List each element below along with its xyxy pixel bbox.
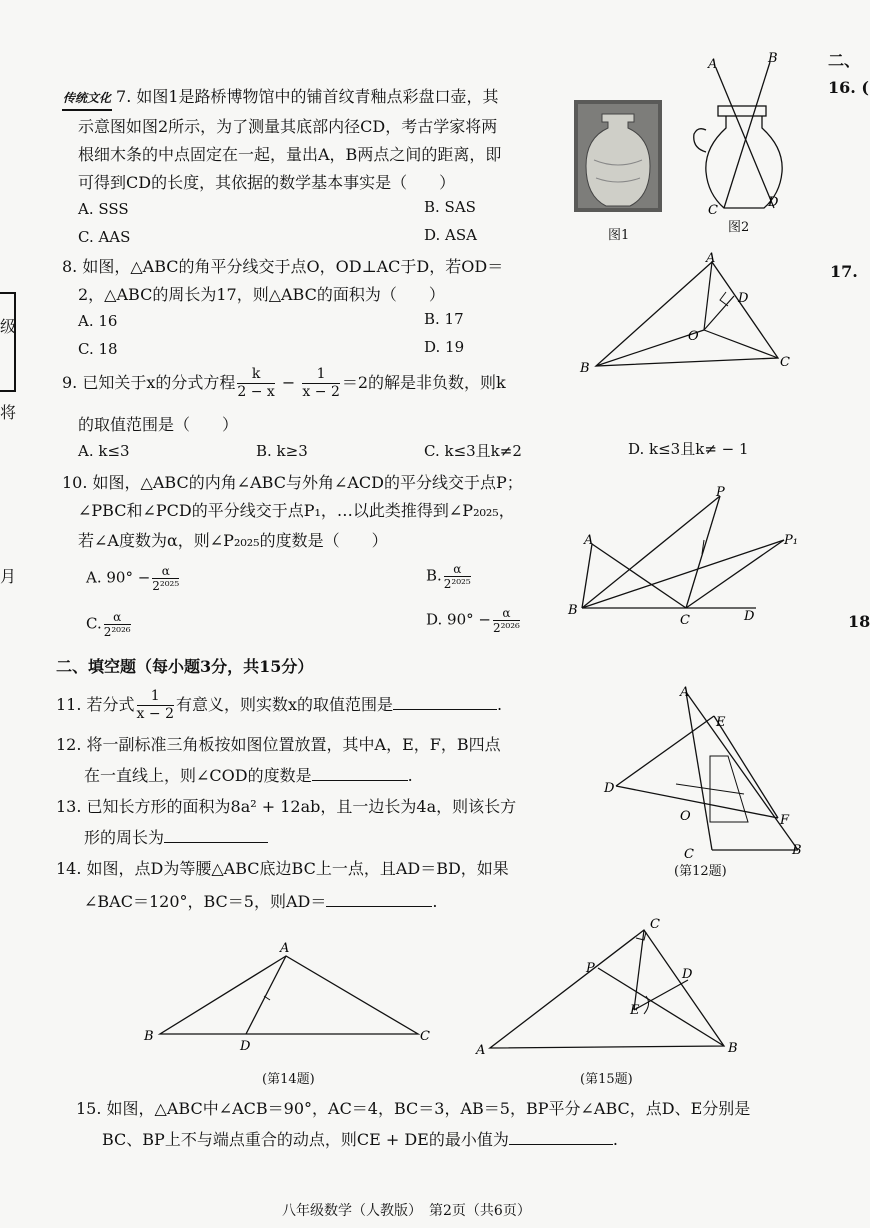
q7-line1: 传统文化 7. 如图1是路桥博物馆中的铺首纹青釉点彩盘口壶，其 bbox=[62, 86, 499, 111]
q7-option-a: A. SSS bbox=[78, 200, 129, 218]
q10-option-c: C. $\frac{\alpha}{\text{2²⁰²⁶}}$ bbox=[86, 610, 131, 639]
figure-2-vase-diagram bbox=[690, 48, 800, 238]
figure-1-caption: 图1 bbox=[608, 228, 630, 243]
q8-label-o: O bbox=[688, 329, 699, 344]
page-footer: 八年级数学（人教版） 第2页（共6页） bbox=[282, 1203, 531, 1219]
edge-question-18: 18 bbox=[848, 612, 870, 631]
q10-label-b: B bbox=[568, 603, 578, 618]
q8-option-c: C. 18 bbox=[78, 340, 118, 358]
q10-label-d: D bbox=[744, 609, 755, 624]
q8-label-a: A bbox=[706, 251, 716, 266]
q7-option-b: B. SAS bbox=[424, 198, 476, 216]
traditional-culture-badge: 传统文化 bbox=[62, 87, 112, 111]
q10-label-p: P bbox=[716, 485, 725, 500]
q15-line2: BC、BP上不与端点重合的动点，则CE + DE的最小值为 . bbox=[102, 1130, 618, 1149]
q12-line2: 在一直线上，则∠COD的度数是 . bbox=[84, 766, 413, 785]
q12-label-e: E bbox=[716, 715, 726, 730]
q15-label-e: E bbox=[630, 1003, 640, 1018]
q11-fraction: $\frac{1}{x - 2}$ bbox=[136, 688, 174, 722]
q12-label-c: C bbox=[684, 847, 694, 862]
q14-line1: 14. 如图，点D为等腰△ABC底边BC上一点，且AD＝BD，如果 bbox=[56, 859, 509, 878]
edge-question-16: 16. ( bbox=[828, 78, 869, 97]
q8-label-d: D bbox=[738, 291, 749, 306]
q7-line3: 根细木条的中点固定在一起，量出A，B两点之间的距离，即 bbox=[78, 145, 502, 164]
q7-option-c: C. AAS bbox=[78, 228, 131, 246]
q8-option-b: B. 17 bbox=[424, 310, 464, 328]
q9-fraction-2: $\frac{1}{x - 2}$ bbox=[302, 366, 340, 400]
figure-1-vase-photo bbox=[574, 100, 662, 212]
q15-line1: 15. 如图，△ABC中∠ACB＝90°，AC＝4，BC＝3，AB＝5，BP平分∠ABC，点D、E分别是 bbox=[76, 1099, 751, 1118]
q12-label-o: O bbox=[680, 809, 691, 824]
q10-line2: ∠PBC和∠PCD的平分线交于点P₁，…以此类推得到∠P₂₀₂₅， bbox=[78, 501, 515, 520]
q15-answer-blank[interactable] bbox=[509, 1128, 613, 1145]
q10-label-a: A bbox=[584, 533, 594, 548]
q8-option-a: A. 16 bbox=[78, 312, 118, 330]
q12-label-b: B bbox=[792, 843, 802, 858]
edge-section-label: 二、 bbox=[828, 51, 861, 70]
q15-label-b: B bbox=[728, 1041, 738, 1056]
q9-option-d: D. k≤3且k≠ − 1 bbox=[628, 440, 749, 458]
q8-triangle-diagram bbox=[574, 248, 798, 378]
q10-option-d: D. 90° − $\frac{\alpha}{\text{2²⁰²⁶}}$ bbox=[426, 606, 520, 635]
q7-line2: 示意图如图2所示，为了测量其底部内径CD，考古学家将两 bbox=[78, 117, 498, 136]
q9-option-a: A. k≤3 bbox=[78, 442, 130, 460]
left-edge-ji: 级 bbox=[0, 317, 17, 336]
fig2-label-b: B bbox=[768, 51, 778, 66]
q12-triangle-rulers-diagram bbox=[600, 682, 810, 860]
q10-line3: 若∠A度数为α，则∠P₂₀₂₅的度数是（ ） bbox=[78, 531, 388, 550]
q14-caption: (第14题) bbox=[262, 1072, 315, 1087]
fig2-label-c: C bbox=[708, 203, 718, 218]
q10-label-p1: P₁ bbox=[784, 533, 798, 548]
q14-line2: ∠BAC＝120°，BC＝5，则AD＝ . bbox=[84, 892, 438, 911]
q15-label-p: P bbox=[586, 961, 595, 976]
q12-caption: (第12题) bbox=[674, 864, 727, 879]
q10-line1: 10. 如图，△ABC的内角∠ABC与外角∠ACD的平分线交于点P； bbox=[62, 473, 523, 492]
q14-label-c: C bbox=[420, 1029, 430, 1044]
section-2-title: 二、填空题（每小题3分，共15分） bbox=[56, 657, 314, 676]
q12-line1: 12. 将一副标准三角板按如图位置放置，其中A，E，F，B四点 bbox=[56, 735, 501, 754]
q14-label-b: B bbox=[144, 1029, 154, 1044]
q8-label-c: C bbox=[780, 355, 790, 370]
q10-angle-bisector-diagram bbox=[566, 482, 806, 628]
q12-answer-blank[interactable] bbox=[312, 764, 408, 781]
q9-line2: 的取值范围是（ ） bbox=[78, 415, 239, 434]
q15-caption: (第15题) bbox=[580, 1072, 633, 1087]
q14-label-a: A bbox=[280, 941, 290, 956]
q7-option-d: D. ASA bbox=[424, 226, 477, 244]
q15-label-c: C bbox=[650, 917, 660, 932]
q15-label-d: D bbox=[682, 967, 693, 982]
fig2-label-a: A bbox=[708, 57, 718, 72]
q11-answer-blank[interactable] bbox=[393, 693, 497, 710]
q13-line1: 13. 已知长方形的面积为8a² + 12ab，且一边长为4a，则该长方 bbox=[56, 797, 517, 816]
q15-label-a: A bbox=[476, 1043, 486, 1058]
q8-option-d: D. 19 bbox=[424, 338, 465, 356]
q14-label-d: D bbox=[240, 1039, 251, 1054]
q9-option-c: C. k≤3且k≠2 bbox=[424, 442, 522, 460]
q8-label-b: B bbox=[580, 361, 590, 376]
figure-2-caption: 图2 bbox=[728, 220, 750, 235]
q7-line4: 可得到CD的长度，其依据的数学基本事实是（ ） bbox=[78, 173, 456, 192]
q10-label-c: C bbox=[680, 613, 690, 628]
q11-line: 11. 若分式 $\frac{1}{x - 2}$ 有意义，则实数x的取值范围是 . bbox=[56, 688, 503, 722]
q8-line1: 8. 如图，△ABC的角平分线交于点O，OD⊥AC于D，若OD＝ bbox=[62, 257, 504, 276]
q10-option-a: A. 90° − $\frac{\alpha}{\text{2²⁰²⁵}}$ bbox=[86, 564, 180, 593]
q14-answer-blank[interactable] bbox=[326, 890, 432, 907]
q9-line1: 9. 已知关于x的分式方程 $\frac{k}{2 - x}$ − $\frac{1}{x - 2}$ ＝2的解是非负数，则k bbox=[62, 366, 506, 400]
left-edge-jiang: 将 bbox=[0, 403, 17, 422]
q12-label-f: F bbox=[780, 813, 790, 828]
edge-question-17: 17. bbox=[830, 262, 858, 281]
q13-answer-blank[interactable] bbox=[164, 826, 268, 843]
q10-option-b: B. $\frac{\alpha}{\text{2²⁰²⁵}}$ bbox=[426, 562, 471, 591]
q15-right-triangle-diagram bbox=[474, 914, 754, 1060]
q9-option-b: B. k≥3 bbox=[256, 442, 308, 460]
q14-isosceles-triangle-diagram bbox=[140, 936, 440, 1052]
q12-label-a: A bbox=[680, 685, 690, 700]
left-edge-box bbox=[0, 292, 16, 392]
q9-fraction-1: $\frac{k}{2 - x}$ bbox=[237, 366, 275, 400]
left-edge-yue: 月 bbox=[0, 567, 17, 586]
q13-line2: 形的周长为 bbox=[84, 826, 268, 849]
q8-line2: 2，△ABC的周长为17，则△ABC的面积为（ ） bbox=[78, 285, 445, 304]
fig2-label-d: D bbox=[768, 195, 779, 210]
q12-label-d: D bbox=[604, 781, 615, 796]
